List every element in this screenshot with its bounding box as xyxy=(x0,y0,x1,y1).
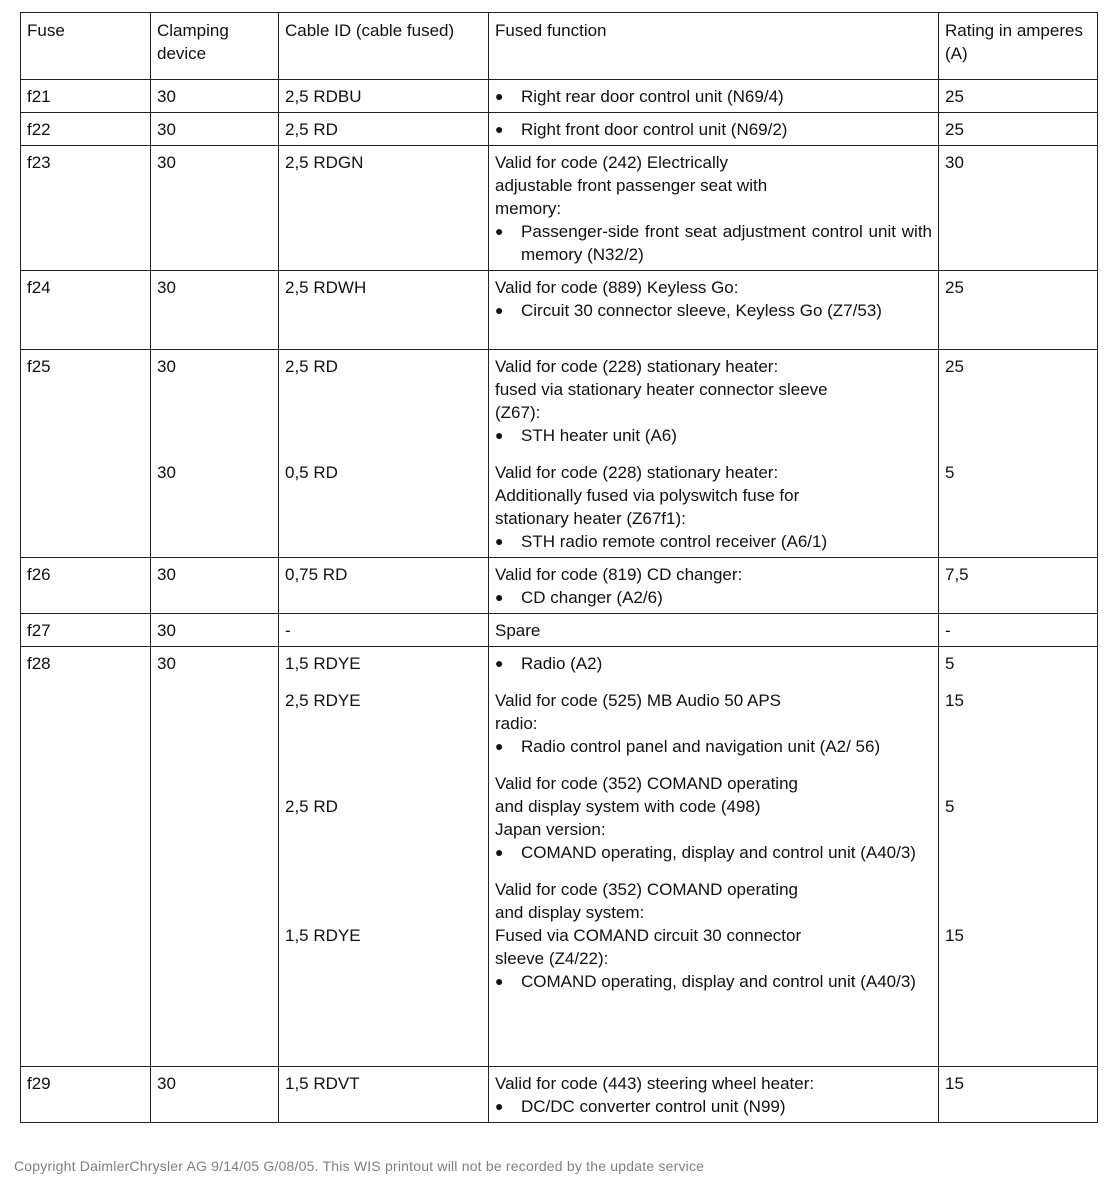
fuse-cell: f21 xyxy=(21,80,151,113)
bullet-dot-icon: ● xyxy=(495,589,504,605)
function-entry xyxy=(495,276,932,322)
rating-value: 7,5 xyxy=(945,565,969,584)
clamping-device-value xyxy=(157,689,272,781)
fuse-cell: f25 xyxy=(21,350,151,558)
bullet-dot-icon: ● xyxy=(495,844,504,860)
fused-function-cell xyxy=(489,80,939,113)
cable-id-value: 2,5 RD xyxy=(285,357,338,376)
table-row xyxy=(21,614,1098,647)
header-rating: Rating in amperes (A) xyxy=(939,13,1098,80)
cable-id-value: 0,75 RD xyxy=(285,565,348,584)
bullet-text: Passenger-side front seat adjustment control unit with memory (N32/2) xyxy=(521,222,932,264)
bullet-text: Radio control panel and navigation unit (A2/ 56) xyxy=(521,737,881,756)
cable-id-cell xyxy=(279,350,489,558)
bullet-dot-icon: ● xyxy=(495,88,504,104)
bullet-item xyxy=(495,220,932,266)
rating-value: 15 xyxy=(945,1074,964,1093)
table-row xyxy=(21,647,1098,1067)
bullet-text: COMAND operating, display and control unit (A40/3) xyxy=(521,843,916,862)
rating-cell xyxy=(939,558,1098,614)
rating-value: 25 xyxy=(945,278,964,297)
cable-id-cell xyxy=(279,271,489,350)
bullet-item xyxy=(495,299,932,322)
cable-id-value: 1,5 RDYE xyxy=(285,926,361,945)
fuse-cell: f27 xyxy=(21,614,151,647)
cable-id-value: 2,5 RDGN xyxy=(285,153,364,172)
rating-value: 5 xyxy=(945,797,955,816)
rating-value: 15 xyxy=(945,691,964,710)
function-text-line: Spare xyxy=(495,621,541,640)
function-text-line: Additionally fused via polyswitch fuse for xyxy=(495,486,800,505)
clamping-device-value: 30 xyxy=(157,1074,176,1093)
fused-function-cell xyxy=(489,647,939,1067)
fused-function-cell xyxy=(489,113,939,146)
function-entry xyxy=(495,118,932,141)
function-text-line: and display system: xyxy=(495,903,645,922)
rating-value: 5 xyxy=(945,654,955,673)
copyright-footer: Copyright DaimlerChrysler AG 9/14/05 G/08/05. This WIS printout will not be recorded by the update service xyxy=(14,1158,705,1174)
function-entry xyxy=(495,878,932,993)
function-text-line: sleeve (Z4/22): xyxy=(495,949,609,968)
bullet-text: STH heater unit (A6) xyxy=(521,426,677,445)
fuse-cell: f22 xyxy=(21,113,151,146)
header-fuse: Fuse xyxy=(21,13,151,80)
bullet-text: CD changer (A2/6) xyxy=(521,588,663,607)
clamping-device-value: 30 xyxy=(157,654,176,673)
bullet-dot-icon: ● xyxy=(495,1098,504,1114)
bullet-text: STH radio remote control receiver (A6/1) xyxy=(521,532,828,551)
function-entry xyxy=(495,619,932,642)
rating-cell xyxy=(939,80,1098,113)
bullet-item xyxy=(495,970,932,993)
function-text-line: adjustable front passenger seat with xyxy=(495,176,768,195)
function-text-line: radio: xyxy=(495,714,538,733)
cable-id-value: 2,5 RDWH xyxy=(285,278,367,297)
clamping-device-cell xyxy=(151,614,279,647)
table-header-row xyxy=(21,13,1098,80)
bullet-item xyxy=(495,530,932,553)
cable-id-cell xyxy=(279,1067,489,1123)
function-text-line: Japan version: xyxy=(495,820,606,839)
clamping-device-value: 30 xyxy=(157,565,176,584)
bullet-dot-icon: ● xyxy=(495,655,504,671)
cable-id-cell xyxy=(279,113,489,146)
function-text-line: stationary heater (Z67f1): xyxy=(495,509,686,528)
cable-id-value: 2,5 RD xyxy=(285,120,338,139)
fused-function-cell xyxy=(489,558,939,614)
bullet-item xyxy=(495,586,932,609)
header-fused-function: Fused function xyxy=(489,13,939,80)
function-text-line: fused via stationary heater connector sleeve xyxy=(495,380,828,399)
function-text-line: Valid for code (443) steering wheel heater: xyxy=(495,1074,815,1093)
rating-value: - xyxy=(945,621,951,640)
bullet-dot-icon: ● xyxy=(495,427,504,443)
clamping-device-value xyxy=(157,795,272,910)
table-row xyxy=(21,113,1098,146)
cable-id-value: - xyxy=(285,621,291,640)
bullet-dot-icon: ● xyxy=(495,121,504,137)
rating-cell xyxy=(939,271,1098,350)
clamping-device-value xyxy=(157,924,272,1062)
bullet-item xyxy=(495,1095,932,1118)
function-text-line: Valid for code (525) MB Audio 50 APS xyxy=(495,691,782,710)
table-row xyxy=(21,350,1098,558)
clamping-device-value: 30 xyxy=(157,463,176,482)
fuse-cell: f23 xyxy=(21,146,151,271)
function-entry xyxy=(495,563,932,609)
fuse-table xyxy=(20,12,1098,1123)
fuse-cell: f29 xyxy=(21,1067,151,1123)
bullet-text: Radio (A2) xyxy=(521,654,603,673)
cable-id-value: 0,5 RD xyxy=(285,463,338,482)
rating-value: 5 xyxy=(945,463,955,482)
function-entry xyxy=(495,461,932,553)
function-text-line: Valid for code (228) stationary heater: xyxy=(495,357,779,376)
clamping-device-cell xyxy=(151,146,279,271)
rating-cell xyxy=(939,146,1098,271)
fused-function-cell xyxy=(489,271,939,350)
fused-function-cell xyxy=(489,350,939,558)
bullet-item xyxy=(495,424,932,447)
rating-value: 25 xyxy=(945,120,964,139)
rating-cell xyxy=(939,614,1098,647)
rating-cell xyxy=(939,647,1098,1067)
table-row xyxy=(21,146,1098,271)
fused-function-cell xyxy=(489,614,939,647)
rating-value: 25 xyxy=(945,87,964,106)
cable-id-value: 2,5 RDYE xyxy=(285,691,361,710)
rating-value: 25 xyxy=(945,357,964,376)
clamping-device-cell xyxy=(151,1067,279,1123)
cable-id-value: 2,5 RDBU xyxy=(285,87,362,106)
fused-function-cell xyxy=(489,1067,939,1123)
bullet-text: Right rear door control unit (N69/4) xyxy=(521,87,784,106)
clamping-device-value: 30 xyxy=(157,278,176,297)
clamping-device-cell xyxy=(151,271,279,350)
fused-function-cell xyxy=(489,146,939,271)
bullet-item xyxy=(495,118,932,141)
fuse-cell: f28 xyxy=(21,647,151,1067)
fuse-cell: f26 xyxy=(21,558,151,614)
function-text-line: Valid for code (228) stationary heater: xyxy=(495,463,779,482)
bullet-dot-icon: ● xyxy=(495,738,504,754)
rating-cell xyxy=(939,113,1098,146)
bullet-dot-icon: ● xyxy=(495,223,504,239)
function-entry xyxy=(495,355,932,447)
rating-value: 15 xyxy=(945,926,964,945)
cable-id-value: 1,5 RDYE xyxy=(285,654,361,673)
cable-id-cell xyxy=(279,146,489,271)
function-text-line: Valid for code (352) COMAND operating xyxy=(495,880,798,899)
bullet-dot-icon: ● xyxy=(495,302,504,318)
function-text-line: Valid for code (889) Keyless Go: xyxy=(495,278,739,297)
table-row xyxy=(21,271,1098,350)
function-text-line: Valid for code (352) COMAND operating xyxy=(495,774,798,793)
rating-value: 30 xyxy=(945,153,964,172)
function-text-line: Valid for code (819) CD changer: xyxy=(495,565,743,584)
function-entry xyxy=(495,85,932,108)
clamping-device-cell xyxy=(151,113,279,146)
bullet-item xyxy=(495,85,932,108)
bullet-item xyxy=(495,735,932,758)
function-text-line: Valid for code (242) Electrically xyxy=(495,153,729,172)
clamping-device-cell xyxy=(151,647,279,1067)
function-text-line: memory: xyxy=(495,199,562,218)
table-row xyxy=(21,1067,1098,1123)
bullet-dot-icon: ● xyxy=(495,973,504,989)
cable-id-value: 1,5 RDVT xyxy=(285,1074,360,1093)
bullet-dot-icon: ● xyxy=(495,533,504,549)
bullet-text: DC/DC converter control unit (N99) xyxy=(521,1097,786,1116)
rating-cell xyxy=(939,350,1098,558)
fuse-table-body xyxy=(21,13,1098,1123)
clamping-device-value: 30 xyxy=(157,153,176,172)
clamping-device-cell xyxy=(151,350,279,558)
clamping-device-value: 30 xyxy=(157,120,176,139)
function-text-line: (Z67): xyxy=(495,403,541,422)
table-row xyxy=(21,558,1098,614)
fuse-cell: f24 xyxy=(21,271,151,350)
function-entry xyxy=(495,689,932,758)
bullet-text: Circuit 30 connector sleeve, Keyless Go (Z7/53) xyxy=(521,301,882,320)
function-entry xyxy=(495,772,932,864)
clamping-device-value: 30 xyxy=(157,87,176,106)
function-entry xyxy=(495,652,932,675)
bullet-item xyxy=(495,652,932,675)
bullet-text: COMAND operating, display and control unit (A40/3) xyxy=(521,972,916,991)
function-text-line: Fused via COMAND circuit 30 connector xyxy=(495,926,802,945)
clamping-device-value: 30 xyxy=(157,621,176,640)
cable-id-value: 2,5 RD xyxy=(285,797,338,816)
clamping-device-cell xyxy=(151,558,279,614)
cable-id-cell xyxy=(279,647,489,1067)
function-entry xyxy=(495,1072,932,1118)
clamping-device-cell xyxy=(151,80,279,113)
rating-cell xyxy=(939,1067,1098,1123)
clamping-device-value: 30 xyxy=(157,357,176,376)
function-entry xyxy=(495,151,932,266)
header-cable-id: Cable ID (cable fused) xyxy=(279,13,489,80)
bullet-item xyxy=(495,841,932,864)
table-row xyxy=(21,80,1098,113)
bullet-text: Right front door control unit (N69/2) xyxy=(521,120,788,139)
cable-id-cell xyxy=(279,80,489,113)
function-text-line: and display system with code (498) xyxy=(495,797,761,816)
cable-id-cell xyxy=(279,558,489,614)
cable-id-cell xyxy=(279,614,489,647)
header-clamping-device: Clamping device xyxy=(151,13,279,80)
